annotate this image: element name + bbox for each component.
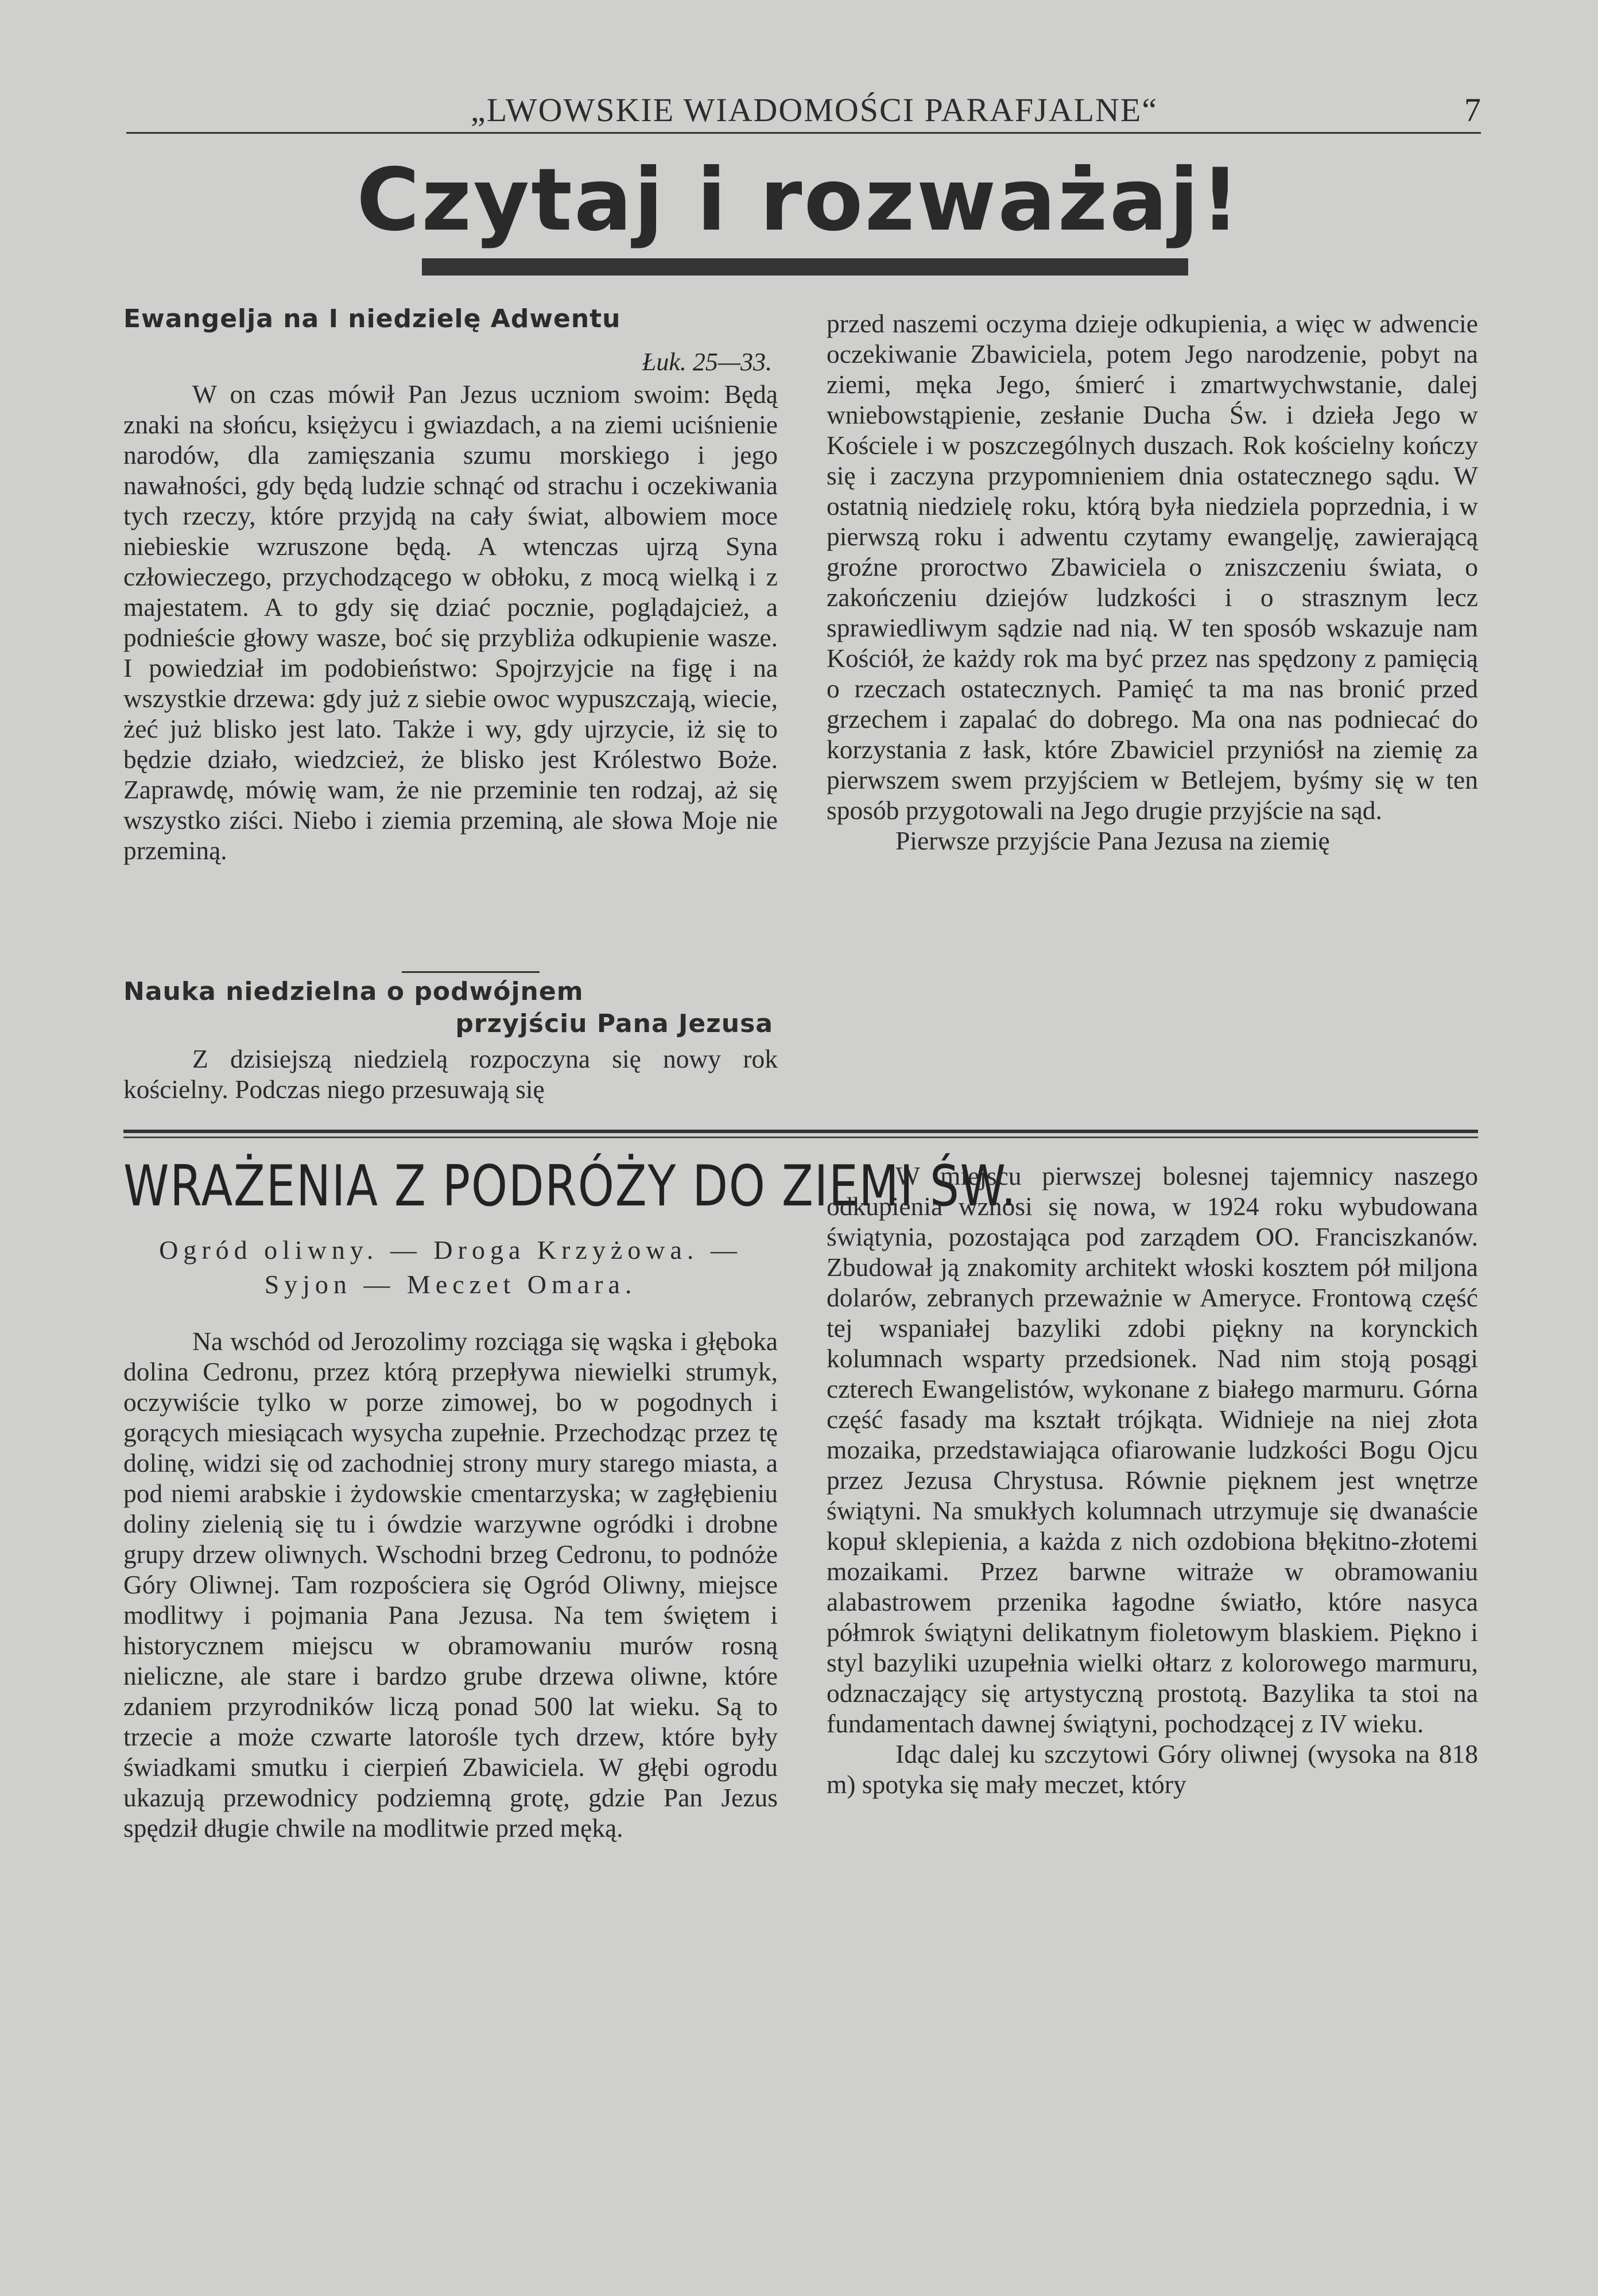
sermon-paragraph-start: Z dzisiejszą niedzielą rozpoczyna się nowy rok kościelny. Podczas niego przesuwają się — [123, 1044, 778, 1104]
horizontal-rule-thin — [123, 1137, 1478, 1138]
travel-subtitle: Ogród oliwny. — Droga Krzyżowa. — Syjon — Meczet Omara. — [159, 1235, 742, 1299]
sermon-heading-line2: przyjściu Pana Jezusa — [455, 1009, 773, 1038]
sermon-text-right — [827, 308, 1478, 856]
travel-text-right — [827, 1161, 1478, 1799]
gospel-paragraph: W on czas mówił Pan Jezus uczniom swoim: Będą znaki na słońcu, księżycu i gwiazdach, a na ziemi uciśnienie narodów, dla zamięszania szumu morskiego i jego nawałności, gdy będą ludzie schnąć od strachu i oczekiwania tych rzeczy, które przyjdą na cały świat, albowiem moce niebieskie wzruszone będą. A wtenczas ujrzą Syna człowieczego, przychodzącego w obłoku, z mocą wielką i z majestatem. A to gdy się dziać pocznie, poglądajcież, a podnieście głowy wasze, boć się przybliża odkupienie wasze. I powiedział im podobieństwo: Spojrzyjcie na figę i na wszystkie drzewa: gdy już z siebie owoc wypuszczają, wiecie, żeć już blisko jest lato. Także i wy, gdy ujrzycie, iż się to będzie działo, wiedzcież, że blisko jest Królestwo Boże. Zaprawdę, mówię wam, że nie przeminie ten rodzaj, aż się wszystko ziści. Niebo i ziemia przeminą, ale słowa Moje nie przeminą. — [123, 379, 778, 865]
horizontal-rule-thick — [123, 1130, 1478, 1133]
gospel-reference: Łuk. 25—33. — [642, 348, 772, 376]
travel-paragraph-1: Na wschód od Jerozolimy rozciąga się wąska i głęboka dolina Cedronu, przez którą przepływa niewielki strumyk, oczywiście tylko w porze zimowej, bo w pogodnych i gorących miesiącach wysycha zupełnie. Przechodząc przez tę dolinę, widzi się od zachodniej strony mury starego miasta, a pod niemi arabskie i żydowskie cmentarzyska; w zagłębieniu doliny zielenią się tu i ówdzie warzywne ogródki i drobne grupy drzew oliwnych. Wschodni brzeg Cedronu, to podnóże Góry Oliwnej. Tam rozpościera się Ogród Oliwny, miejsce modlitwy i pojmania Pana Jezusa. Na tem świętem i historycznem miejscu w obramowaniu murów rosną nieliczne, ale stare i bardzo grube drzewa oliwne, które zdaniem przyrodników liczą ponad 500 lat wieku. Są to trzecie a może czwarte latorośle tych drzew, które były świadkami smutku i cierpień Zbawiciela. W głębi ogrodu ukazują przewodnicy podziemną grotę, gdzie Pan Jezus spędził długie chwile na modlitwie przed męką. — [123, 1327, 778, 1843]
sermon-text-left — [123, 1044, 778, 1104]
sermon-heading-line1: Nauka niedzielna o podwójnem — [123, 977, 584, 1006]
title-underline-rule — [422, 258, 1188, 276]
sermon-paragraph-continued: przed naszemi oczyma dzieje odkupienia, a więc w adwencie oczekiwanie Zbawiciela, potem Jego narodzenie, pobyt na ziemi, męka Jego, śmierć i zmartwychwstanie, dalej wniebowstąpienie, zesłanie Ducha Św. i dzieła Jego w Kościele i w poszczególnych duszach. Rok kościelny kończy się i zaczyna przypomnieniem dnia ostatecznego sądu. W ostatnią niedzielę roku, którą była niedziela poprzednia, i w pierwszą roku i adwentu czytamy ewangelję, zawierającą groźne proroctwo Zbawiciela o zniszczeniu świata, o zakończeniu dziejów ludzkości i o strasznym lecz sprawiedliwym sądzie nad nią. W ten sposób wskazuje nam Kościół, że każdy rok ma być przez nas spędzony z pamięcią o rzeczach ostatecznych. Pamięć ta ma nas bronić przed grzechem i zapalać do dobrego. Ma ona nas podniecać do korzystania z łask, które Zbawiciel przyniósł na ziemię za pierwszem swem przyjściem w Betlejem, byśmy się w ten sposób przygotowali na Jego drugie przyjście na sąd. — [827, 309, 1478, 825]
running-header — [126, 86, 1481, 134]
travel-text-left — [123, 1326, 778, 1843]
main-title: Czytaj i rozważaj! — [356, 150, 1242, 250]
sermon-paragraph-2: Pierwsze przyjście Pana Jezusa na ziemię — [895, 826, 1330, 855]
travel-paragraph-2: W miejscu pierwszej bolesnej tajemnicy naszego odkupienia wznosi się nowa, w 1924 roku wybudowana świątynia, pozostająca pod zarządem OO. Franciszkanów. Zbudował ją znakomity architekt włoski kosztem pół miljona dolarów, zebranych przeważnie w Ameryce. Frontową część tej wspaniałej bazyliki zdobi piękny na korynckich kolumnach wsparty przedsionek. Nad nim stoją posągi czterech Ewangelistów, wykonane z białego marmuru. Górna część fasady ma kształt trójkąta. Widnieje na niej złota mozaika, przedstawiająca ofiarowanie ludzkości Bogu Ojcu przez Jezusa Chrystusa. Równie pięknem jest wnętrze świątyni. Na smukłych kolumnach utrzymuje się dwanaście kopuł sklepienia, a każda z nich ozdobiona błękitno-złotemi mozaikami. Przez barwne witraże w obramowaniu alabastrowem przenika łagodne światło, które nasyca półmrok świątyni delikatnym fioletowym blaskiem. Piękno i styl bazyliki uzupełnia wielki ołtarz z kolorowego marmuru, odznaczający się artystyczną prostotą. Bazylika ta stoi na fundamentach dawnej świątyni, pochodzącej z IV wieku. — [827, 1161, 1478, 1738]
travel-article-title: WRAŻENIA Z PODRÓŻY DO ZIEMI ŚW. — [123, 1154, 1017, 1219]
page-number: 7 — [1464, 91, 1481, 129]
travel-paragraph-3: Idąc dalej ku szczytowi Góry oliwnej (wysoka na 818 m) spotyka się mały meczet, który — [827, 1739, 1478, 1799]
gospel-text-block — [123, 379, 778, 866]
running-title: „LWOWSKIE WIADOMOŚCI PARAFJALNE“ — [471, 91, 1158, 129]
gospel-heading: Ewangelja na I niedzielę Adwentu — [123, 304, 621, 333]
section-separator — [402, 971, 540, 973]
sermon-heading — [123, 976, 778, 1040]
